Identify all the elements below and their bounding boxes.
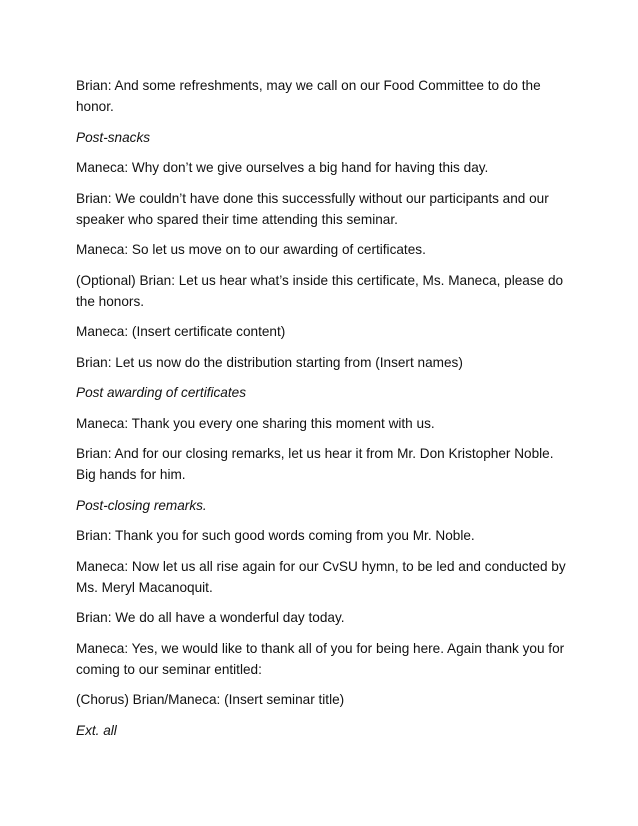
line-big-hand: Maneca: Why don’t we give ourselves a big hand for having this day. [76,160,489,175]
line-thank-all: Maneca: Yes, we would like to thank all of you for being here. Again thank you for coming to our seminar entitled: [76,640,565,677]
line-awarding-certificates: Maneca: So let us move on to our awarding of certificates. [76,242,426,257]
line-thank-you-sharing: Maneca: Thank you every one sharing this moment with us. [76,415,435,431]
line-refreshments: Brian: And some refreshments, may we call on our Food Committee to do the honor. [76,78,541,114]
stage-direction-post-awarding: Post awarding of certificates [76,385,247,400]
line-certificate-content: Maneca: (Insert certificate content) [76,324,286,339]
line-thanks-participants: Brian: We couldn’t have done this successfully without our participants and our speaker who spared their time attending this seminar. [76,190,549,227]
line-wonderful-day: Brian: We do all have a wonderful day today. [76,610,345,625]
stage-direction-post-closing: Post-closing remarks. [76,497,207,513]
line-distribution: Brian: Let us now do the distribution starting from (Insert names) [76,354,463,370]
stage-direction-post-snacks: Post-snacks [76,129,151,145]
line-thank-noble: Brian: Thank you for such good words coming from you Mr. Noble. [76,528,475,543]
stage-direction-exit: Ext. all [76,722,117,738]
line-optional-certificate: (Optional) Brian: Let us hear what’s inside this certificate, Ms. Maneca, please do the honors. [76,272,564,309]
line-closing-remarks: Brian: And for our closing remarks, let us hear it from Mr. Don Kristopher Noble. Big hands for him. [76,446,554,482]
line-hymn: Maneca: Now let us all rise again for our CvSU hymn, to be led and conducted by Ms. Meryl Macanoquit. [76,558,566,595]
document-body [76,75,576,750]
line-chorus: (Chorus) Brian/Maneca: (Insert seminar title) [76,692,345,707]
